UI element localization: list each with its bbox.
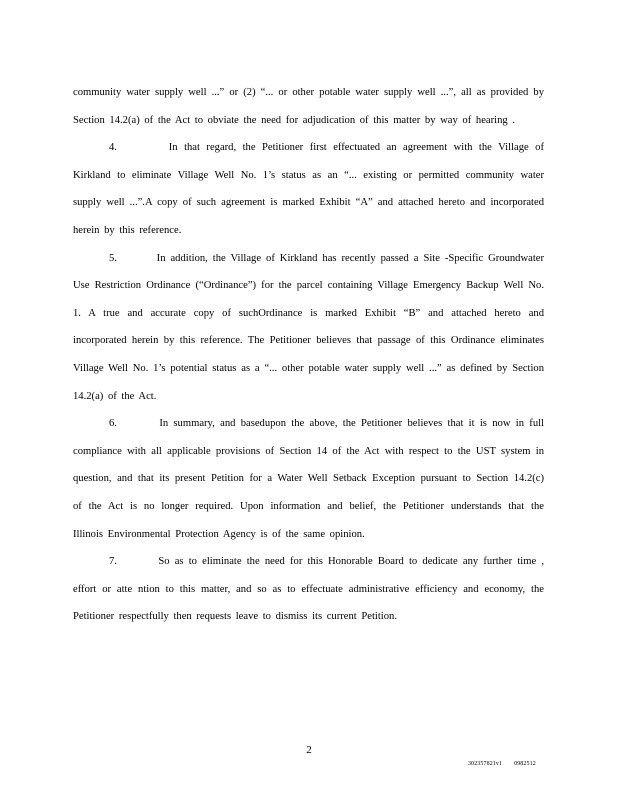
paragraph-number: 6. — [109, 418, 117, 430]
paragraph-number: 7. — [109, 556, 117, 568]
paragraph-5 — [73, 245, 544, 411]
document-body — [73, 79, 544, 631]
paragraph-6 — [73, 410, 544, 548]
paragraph-text: In that regard, the Petitioner first effectuated an agreement with the Village of Kirkland to eliminate Village Well No. 1’s status as an “... existing or permitted community water supply well ...”.A copy of such agreement is marked Exhibit “A” and attached hereto and incorporated herein by this reference. — [73, 142, 545, 236]
paragraph-7 — [73, 548, 544, 631]
paragraph-text: So as to eliminate the need for this Honorable Board to dedicate any further time , effort or atte ntion to this matter, and so as to effectuate administrative efficiency and economy, the Petitioner respectfully then requests leave to dismiss its current Petition. — [73, 556, 544, 623]
paragraph-text: In summary, and basedupon the above, the Petitioner believes that it is now in full compliance with all applicable provisions of Section 14 of the Act with respect to the UST system in question, and that its present Petition for a Water Well Setback Exception pursuant to Section 14.2(c) of the Act is no longer required. Upon information and belief, the Petitioner understands that the Illinois Environmental Protection Agency is of the same opinion. — [73, 418, 545, 540]
footer-doc-id: 302357821v1 — [468, 761, 503, 767]
footer-matter-id: 0982512 — [514, 761, 536, 767]
paragraph-number: 5. — [109, 252, 117, 264]
footer-document-ids — [468, 761, 536, 767]
paragraph-text: In addition, the Village of Kirkland has recently passed a Site -Specific Groundwater Use Restriction Ordinance (“Ordinance”) for the parcel containing Village Emergency Backup Well No. 1. A true and accurate copy of suchOrdinance is marked Exhibit “B” and attached hereto and incorporated herein by this reference. The Petitioner believes that passage of this Ordinance eliminates Village Well No. 1’s potential status as a “... other potable water supply well ...” as defined by Section 14.2(a) of the Act. — [73, 252, 544, 402]
page-number: 2 — [306, 744, 312, 756]
paragraph-4 — [73, 134, 544, 244]
paragraph-number: 4. — [109, 142, 117, 154]
paragraph-continuation — [73, 79, 544, 134]
paragraph-text: community water supply well ...” or (2) “... or other potable water supply well ...”, all as provided by Section 14.2(a) of the Act to obviate the need for adjudication of this matter by way of hearing . — [73, 87, 544, 126]
